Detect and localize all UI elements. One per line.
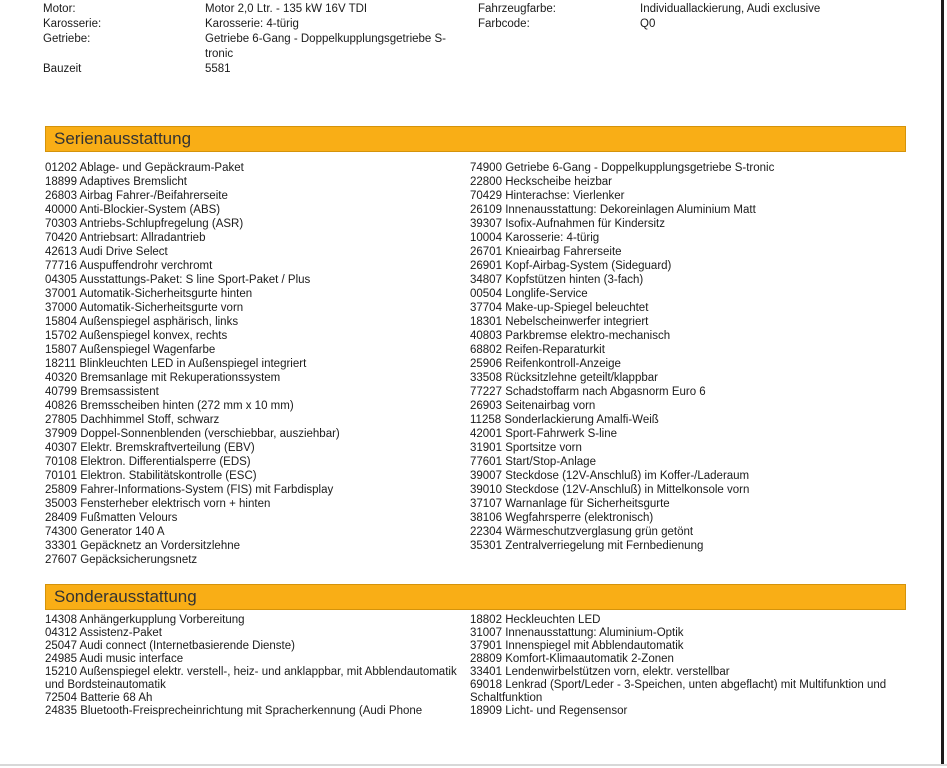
equipment-code: 26903 bbox=[470, 400, 502, 412]
equipment-item bbox=[45, 315, 457, 329]
equipment-code: 37001 bbox=[45, 288, 77, 300]
info-value: Karosserie: 4-türig bbox=[205, 18, 299, 30]
equipment-label: Bremsassistent bbox=[80, 386, 159, 398]
equipment-code: 28809 bbox=[470, 653, 502, 665]
info-row bbox=[43, 2, 455, 17]
equipment-code: 25906 bbox=[470, 358, 502, 370]
equipment-item bbox=[45, 203, 457, 217]
equipment-label: Fensterheber elektrisch vorn + hinten bbox=[80, 498, 271, 510]
equipment-label: Bremsanlage mit Rekuperationssystem bbox=[80, 372, 281, 384]
equipment-label: Doppel-Sonnenblenden (verschiebbar, ausziehbar) bbox=[80, 428, 340, 440]
equipment-item bbox=[45, 627, 457, 640]
equipment-item bbox=[470, 705, 925, 718]
equipment-code: 42001 bbox=[470, 428, 502, 440]
equipment-code: 39010 bbox=[470, 484, 502, 496]
equipment-label: Audi connect (Internetbasierende Dienste) bbox=[79, 640, 295, 652]
equipment-item bbox=[45, 553, 457, 567]
equipment-item bbox=[470, 653, 925, 666]
equipment-code: 15702 bbox=[45, 330, 77, 342]
equipment-item bbox=[470, 357, 925, 371]
equipment-item bbox=[470, 511, 925, 525]
equipment-label: Auspuffendrohr verchromt bbox=[79, 260, 213, 272]
equipment-item bbox=[45, 175, 457, 189]
equipment-label: Sportsitze vorn bbox=[505, 442, 582, 454]
info-row bbox=[43, 62, 455, 77]
equipment-item bbox=[45, 161, 457, 175]
equipment-code: 26803 bbox=[45, 190, 77, 202]
equipment-item bbox=[45, 483, 457, 497]
document-page-right-border bbox=[941, 0, 944, 766]
info-row bbox=[478, 2, 938, 17]
equipment-label: Blinkleuchten LED in Außenspiegel integriert bbox=[79, 358, 307, 370]
equipment-item bbox=[470, 497, 925, 511]
equipment-item bbox=[470, 399, 925, 413]
equipment-label: Assistenz-Paket bbox=[79, 627, 162, 639]
equipment-label: Außenspiegel konvex, rechts bbox=[79, 330, 228, 342]
info-label: Karosserie: bbox=[43, 18, 102, 30]
equipment-code: 39307 bbox=[470, 218, 502, 230]
equipment-code: 26109 bbox=[470, 204, 502, 216]
equipment-item bbox=[470, 315, 925, 329]
equipment-code: 69018 bbox=[470, 679, 502, 691]
equipment-item bbox=[470, 231, 925, 245]
equipment-code: 70429 bbox=[470, 190, 502, 202]
equipment-column-left bbox=[45, 161, 457, 567]
equipment-code: 33401 bbox=[470, 666, 502, 678]
equipment-item bbox=[470, 343, 925, 357]
equipment-item bbox=[45, 692, 457, 705]
equipment-label: Wärmeschutzverglasung grün getönt bbox=[505, 526, 694, 538]
equipment-label: Sport-Fahrwerk S-line bbox=[505, 428, 618, 440]
equipment-code: 24835 bbox=[45, 705, 77, 717]
equipment-code: 26901 bbox=[470, 260, 502, 272]
equipment-code: 14308 bbox=[45, 614, 77, 626]
equipment-code: 18301 bbox=[470, 316, 502, 328]
equipment-code: 04312 bbox=[45, 627, 77, 639]
equipment-code: 42613 bbox=[45, 246, 77, 258]
equipment-item bbox=[470, 427, 925, 441]
equipment-label: Kopfstützen hinten (3-fach) bbox=[505, 274, 644, 286]
equipment-label: Fahrer-Informations-System (FIS) mit Farbdisplay bbox=[80, 484, 334, 496]
equipment-label: Außenspiegel asphärisch, links bbox=[79, 316, 239, 328]
equipment-label: Bremsscheiben hinten (272 mm x 10 mm) bbox=[80, 400, 294, 412]
equipment-code: 18802 bbox=[470, 614, 502, 626]
equipment-item bbox=[45, 329, 457, 343]
equipment-code: 37704 bbox=[470, 302, 502, 314]
equipment-label: Kopf-Airbag-System (Sideguard) bbox=[505, 260, 672, 272]
equipment-label: Sonderlackierung Amalfi-Weiß bbox=[504, 414, 659, 426]
equipment-item bbox=[45, 497, 457, 511]
equipment-item bbox=[45, 231, 457, 245]
equipment-item bbox=[45, 511, 457, 525]
equipment-code: 04305 bbox=[45, 274, 77, 286]
equipment-label: Make-up-Spiegel beleuchtet bbox=[505, 302, 649, 314]
info-value: Getriebe 6-Gang - Doppelkupplungsgetriebe S-tronic bbox=[205, 33, 447, 60]
equipment-item bbox=[470, 539, 925, 553]
equipment-label: Generator 140 A bbox=[80, 526, 165, 538]
equipment-code: 40803 bbox=[470, 330, 502, 342]
equipment-code: 40799 bbox=[45, 386, 77, 398]
vehicle-info-left bbox=[43, 2, 455, 77]
equipment-item bbox=[45, 705, 457, 718]
equipment-code: 70303 bbox=[45, 218, 77, 230]
equipment-label: Elektr. Bremskraftverteilung (EBV) bbox=[80, 442, 255, 454]
equipment-code: 37901 bbox=[470, 640, 502, 652]
equipment-label: Ablage- und Gepäckraum-Paket bbox=[79, 162, 244, 174]
info-value: Individuallackierung, Audi exclusive bbox=[640, 3, 821, 15]
equipment-item bbox=[470, 301, 925, 315]
equipment-item bbox=[470, 371, 925, 385]
equipment-label: Getriebe 6-Gang - Doppelkupplungsgetriebe S-tronic bbox=[505, 162, 775, 174]
equipment-item bbox=[470, 525, 925, 539]
equipment-code: 35003 bbox=[45, 498, 77, 510]
equipment-item bbox=[45, 357, 457, 371]
equipment-label: Warnanlage für Sicherheitsgurte bbox=[505, 498, 670, 510]
equipment-item bbox=[45, 614, 457, 627]
equipment-code: 27805 bbox=[45, 414, 77, 426]
equipment-label: Airbag Fahrer-/Beifahrerseite bbox=[79, 190, 228, 202]
equipment-code: 39007 bbox=[470, 470, 502, 482]
equipment-code: 37000 bbox=[45, 302, 77, 314]
equipment-item bbox=[470, 273, 925, 287]
info-label: Farbcode: bbox=[478, 18, 530, 30]
equipment-item bbox=[470, 679, 925, 705]
equipment-code: 27607 bbox=[45, 554, 77, 566]
vehicle-info-right bbox=[478, 2, 938, 32]
equipment-item bbox=[470, 161, 925, 175]
equipment-label: Steckdose (12V-Anschluß) in Mittelkonsole vorn bbox=[505, 484, 750, 496]
info-label: Getriebe: bbox=[43, 33, 91, 45]
equipment-label: Automatik-Sicherheitsgurte vorn bbox=[79, 302, 244, 314]
equipment-label: Elektron. Differentialsperre (EDS) bbox=[80, 456, 251, 468]
equipment-code: 38106 bbox=[470, 512, 502, 524]
equipment-code: 22800 bbox=[470, 176, 502, 188]
equipment-item bbox=[45, 301, 457, 315]
equipment-code: 70420 bbox=[45, 232, 77, 244]
equipment-code: 31007 bbox=[470, 627, 502, 639]
section-bar-serienausstattung bbox=[45, 126, 906, 152]
equipment-code: 15807 bbox=[45, 344, 77, 356]
equipment-code: 01202 bbox=[45, 162, 77, 174]
equipment-item bbox=[45, 469, 457, 483]
equipment-item bbox=[45, 245, 457, 259]
equipment-label: Komfort-Klimaautomatik 2-Zonen bbox=[505, 653, 674, 665]
equipment-item bbox=[45, 653, 457, 666]
equipment-item bbox=[45, 525, 457, 539]
equipment-item bbox=[45, 413, 457, 427]
equipment-item bbox=[45, 273, 457, 287]
equipment-label: Nebelscheinwerfer integriert bbox=[505, 316, 649, 328]
section-bar-sonderausstattung bbox=[45, 584, 906, 610]
equipment-label: Innenausstattung: Aluminium-Optik bbox=[505, 627, 684, 639]
equipment-item bbox=[470, 614, 925, 627]
equipment-code: 33301 bbox=[45, 540, 77, 552]
equipment-code: 34807 bbox=[470, 274, 502, 286]
equipment-label: Hinterachse: Vierlenker bbox=[505, 190, 625, 202]
equipment-label: Wegfahrsperre (elektronisch) bbox=[505, 512, 654, 524]
equipment-code: 26701 bbox=[470, 246, 502, 258]
equipment-code: 77601 bbox=[470, 456, 502, 468]
equipment-item bbox=[470, 483, 925, 497]
equipment-code: 74900 bbox=[470, 162, 502, 174]
equipment-code: 72504 bbox=[45, 692, 77, 704]
equipment-code: 35301 bbox=[470, 540, 502, 552]
equipment-code: 77227 bbox=[470, 386, 502, 398]
equipment-item bbox=[470, 259, 925, 273]
equipment-label: Antriebs-Schlupfregelung (ASR) bbox=[79, 218, 244, 230]
document-page-bottom-border bbox=[0, 764, 947, 766]
equipment-item bbox=[45, 287, 457, 301]
equipment-label: Reifenkontroll-Anzeige bbox=[505, 358, 621, 370]
equipment-item bbox=[45, 427, 457, 441]
equipment-item bbox=[470, 287, 925, 301]
equipment-label: Gepäcksicherungsnetz bbox=[80, 554, 198, 566]
equipment-code: 33508 bbox=[470, 372, 502, 384]
equipment-item bbox=[470, 245, 925, 259]
equipment-label: Lendenwirbelstützen vorn, elektr. verstellbar bbox=[505, 666, 730, 678]
equipment-column-left bbox=[45, 614, 457, 718]
equipment-code: 18899 bbox=[45, 176, 77, 188]
equipment-label: Fußmatten Velours bbox=[80, 512, 178, 524]
equipment-label: Bluetooth-Freisprecheinrichtung mit Spracherkennung (Audi Phone bbox=[80, 705, 423, 717]
equipment-code: 70101 bbox=[45, 470, 77, 482]
equipment-label: Ausstattungs-Paket: S line Sport-Paket / Plus bbox=[79, 274, 311, 286]
equipment-code: 77716 bbox=[45, 260, 77, 272]
equipment-item bbox=[470, 666, 925, 679]
equipment-code: 25809 bbox=[45, 484, 77, 496]
info-value: 5581 bbox=[205, 63, 231, 75]
equipment-item bbox=[45, 385, 457, 399]
equipment-item bbox=[45, 371, 457, 385]
info-label: Motor: bbox=[43, 3, 76, 15]
equipment-code: 40307 bbox=[45, 442, 77, 454]
equipment-label: Automatik-Sicherheitsgurte hinten bbox=[79, 288, 253, 300]
equipment-item bbox=[470, 217, 925, 231]
info-label: Bauzeit bbox=[43, 63, 82, 75]
info-label: Fahrzeugfarbe: bbox=[478, 3, 556, 15]
info-row bbox=[43, 17, 455, 32]
equipment-label: Batterie 68 Ah bbox=[80, 692, 153, 704]
info-row bbox=[43, 32, 455, 62]
equipment-code: 37107 bbox=[470, 498, 502, 510]
equipment-item bbox=[45, 666, 457, 692]
equipment-code: 40826 bbox=[45, 400, 77, 412]
equipment-code: 00504 bbox=[470, 288, 502, 300]
equipment-code: 25047 bbox=[45, 640, 77, 652]
equipment-label: Licht- und Regensensor bbox=[505, 705, 628, 717]
info-row bbox=[478, 17, 938, 32]
equipment-code: 18211 bbox=[45, 358, 77, 370]
equipment-code: 18909 bbox=[470, 705, 502, 717]
equipment-item bbox=[45, 259, 457, 273]
equipment-label: Lenkrad (Sport/Leder - 3-Speichen, unten abgeflacht) mit Multifunktion und Schaltfunktion bbox=[470, 679, 887, 704]
equipment-item bbox=[470, 329, 925, 343]
equipment-label: Innenspiegel mit Abblendautomatik bbox=[505, 640, 684, 652]
equipment-item bbox=[45, 441, 457, 455]
section-title: Serienausstattung bbox=[54, 129, 192, 148]
equipment-label: Zentralverriegelung mit Fernbedienung bbox=[505, 540, 704, 552]
equipment-code: 22304 bbox=[470, 526, 502, 538]
equipment-code: 11258 bbox=[470, 414, 502, 426]
equipment-column-right bbox=[470, 614, 925, 718]
equipment-label: Knieairbag Fahrerseite bbox=[505, 246, 622, 258]
equipment-label: Rücksitzlehne geteilt/klappbar bbox=[505, 372, 658, 384]
equipment-item bbox=[45, 189, 457, 203]
equipment-code: 28409 bbox=[45, 512, 77, 524]
section-title: Sonderausstattung bbox=[54, 587, 197, 606]
equipment-label: Heckleuchten LED bbox=[505, 614, 601, 626]
equipment-label: Innenausstattung: Dekoreinlagen Aluminium Matt bbox=[505, 204, 756, 216]
info-value: Q0 bbox=[640, 18, 656, 30]
equipment-code: 15804 bbox=[45, 316, 77, 328]
equipment-label: Heckscheibe heizbar bbox=[505, 176, 612, 188]
equipment-code: 40320 bbox=[45, 372, 77, 384]
equipment-label: Audi Drive Select bbox=[79, 246, 168, 258]
equipment-label: Start/Stop-Anlage bbox=[505, 456, 596, 468]
equipment-label: Anti-Blockier-System (ABS) bbox=[79, 204, 221, 216]
equipment-item bbox=[470, 203, 925, 217]
equipment-item bbox=[45, 455, 457, 469]
equipment-code: 15210 bbox=[45, 666, 77, 678]
equipment-label: Seitenairbag vorn bbox=[505, 400, 596, 412]
equipment-label: Steckdose (12V-Anschluß) im Koffer-/Laderaum bbox=[505, 470, 750, 482]
equipment-label: Isofix-Aufnahmen für Kindersitz bbox=[505, 218, 665, 230]
equipment-label: Elektron. Stabilitätskontrolle (ESC) bbox=[80, 470, 257, 482]
equipment-code: 10004 bbox=[470, 232, 502, 244]
equipment-label: Reifen-Reparaturkit bbox=[505, 344, 605, 356]
equipment-item bbox=[470, 441, 925, 455]
equipment-code: 31901 bbox=[470, 442, 502, 454]
equipment-item bbox=[470, 469, 925, 483]
equipment-item bbox=[470, 640, 925, 653]
equipment-code: 37909 bbox=[45, 428, 77, 440]
equipment-item bbox=[45, 539, 457, 553]
serienausstattung-list bbox=[45, 161, 925, 567]
equipment-code: 40000 bbox=[45, 204, 77, 216]
equipment-item bbox=[45, 399, 457, 413]
equipment-code: 24985 bbox=[45, 653, 77, 665]
equipment-item bbox=[470, 175, 925, 189]
equipment-item bbox=[470, 385, 925, 399]
equipment-label: Außenspiegel Wagenfarbe bbox=[79, 344, 216, 356]
equipment-item bbox=[45, 343, 457, 357]
equipment-label: Schadstoffarm nach Abgasnorm Euro 6 bbox=[505, 386, 706, 398]
equipment-item bbox=[470, 413, 925, 427]
equipment-label: Longlife-Service bbox=[505, 288, 588, 300]
equipment-label: Adaptives Bremslicht bbox=[79, 176, 187, 188]
equipment-label: Audi music interface bbox=[79, 653, 184, 665]
equipment-code: 74300 bbox=[45, 526, 77, 538]
equipment-code: 70108 bbox=[45, 456, 77, 468]
equipment-label: Außenspiegel elektr. verstell-, heiz- und anklappbar, mit Abblendautomatik und Bordsteinautomatik bbox=[45, 666, 457, 691]
equipment-item bbox=[470, 455, 925, 469]
equipment-item bbox=[45, 217, 457, 231]
equipment-item bbox=[45, 640, 457, 653]
equipment-label: Antriebsart: Allradantrieb bbox=[79, 232, 206, 244]
equipment-code: 68802 bbox=[470, 344, 502, 356]
equipment-label: Karosserie: 4-türig bbox=[505, 232, 600, 244]
equipment-item bbox=[470, 189, 925, 203]
equipment-label: Anhängerkupplung Vorbereitung bbox=[79, 614, 245, 626]
equipment-label: Gepäcknetz an Vordersitzlehne bbox=[80, 540, 241, 552]
sonderausstattung-list bbox=[45, 614, 925, 718]
equipment-label: Dachhimmel Stoff, schwarz bbox=[80, 414, 220, 426]
equipment-item bbox=[470, 627, 925, 640]
equipment-column-right bbox=[470, 161, 925, 567]
info-value: Motor 2,0 Ltr. - 135 kW 16V TDI bbox=[205, 3, 368, 15]
equipment-label: Parkbremse elektro-mechanisch bbox=[505, 330, 671, 342]
